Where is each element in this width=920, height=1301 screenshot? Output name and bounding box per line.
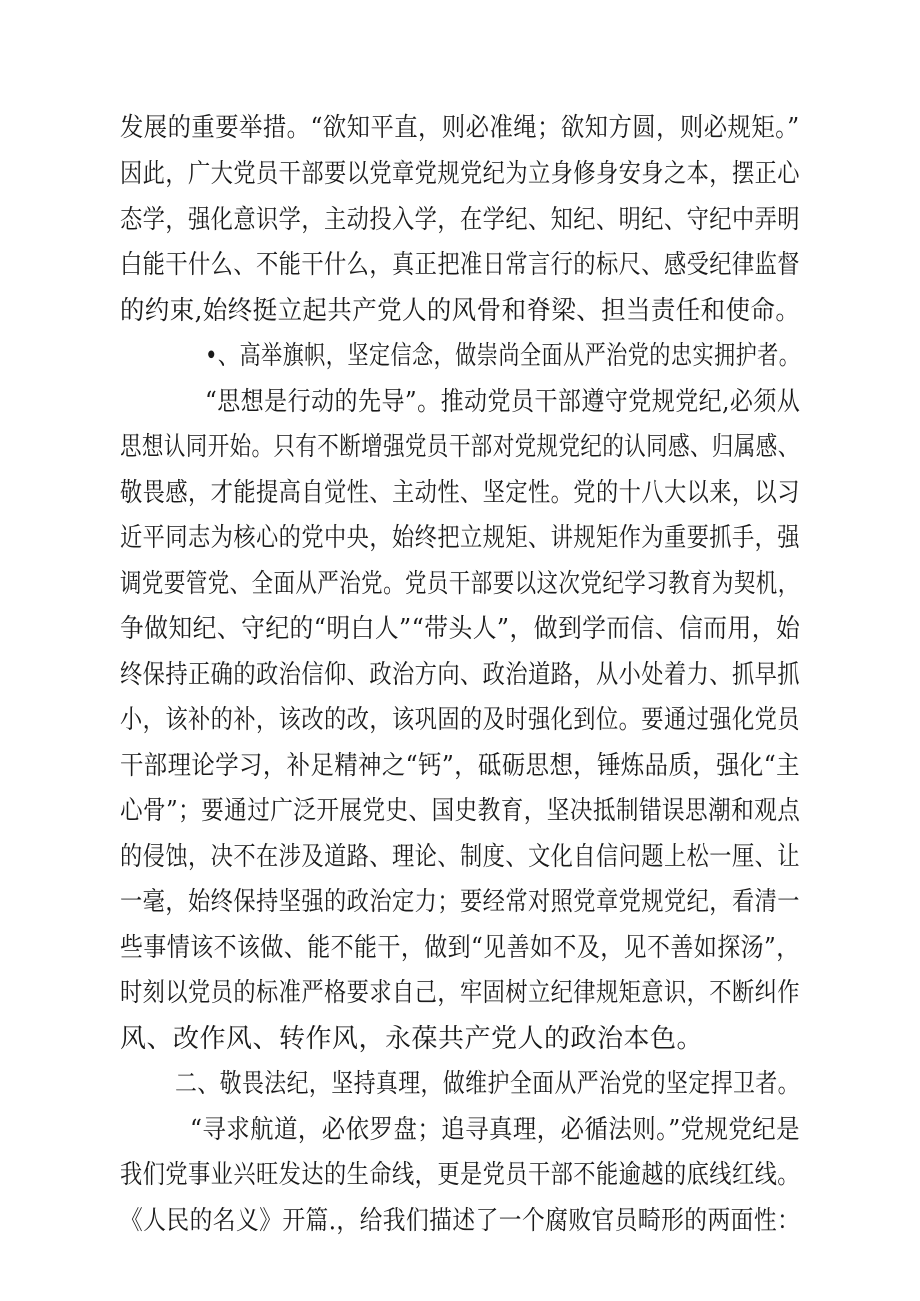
text-line: 一毫，始终保持坚强的政治定力；要经常对照党章党规党纪，看清一 [120,887,800,917]
text-line: 我们党事业兴旺发达的生命线，更是党员干部不能逾越的底线红线。 [120,1160,800,1190]
paragraph-start: “寻求航道，必依罗盘；追寻真理，必循法则。”党规党纪是 [190,1115,801,1145]
section-heading-2: 二、敬畏法纪，坚持真理，做维护全面从严治党的坚定捍卫者。 [175,1069,800,1099]
text-line: 发展的重要举措。“欲知平直，则必准绳；欲知方圆，则必规矩。” [120,113,800,143]
text-line: 争做知纪、守纪的“明白人”“带头人”，做到学而信、信而用，始 [120,614,801,644]
text-line: 白能干什么、不能干什么，真正把准日常言行的标尺、感受纪律监督 [120,250,800,280]
text-line: 风、改作风、转作风，永葆共产党人的政治本色。 [120,1024,704,1054]
text-line: 态学，强化意识学，主动投入学，在学纪、知纪、明纪、守纪中弄明 [120,205,800,235]
text-line: 近平同志为核心的党中央，始终把立规矩、讲规矩作为重要抓手，强 [120,523,800,553]
text-line: 时刻以党员的标准严格要求自己，牢固树立纪律规矩意识，不断纠作 [120,978,800,1008]
text-line: 些事情该不该做、能不能干，做到“见善如不及，见不善如探汤”， [120,933,800,963]
text-line: 的约束,始终挺立起共产党人的风骨和脊梁、担当责任和使命。 [120,296,801,326]
text-line: 调党要管党、全面从严治党。党员干部要以这次党纪学习教育为契机， [120,569,800,599]
text-line: 干部理论学习，补足精神之“钙”，砥砺思想，锤炼品质，强化“主 [120,751,800,781]
text-line: 《人民的名义》开篇.，给我们描述了一个腐败官员畸形的两面性： [120,1206,801,1236]
text-line: 终保持正确的政治信仰、政治方向、政治道路，从小处着力、抓早抓 [120,660,800,690]
paragraph-start: “思想是行动的先导”。推动党员干部遵守党规党纪,必须从 [205,387,801,417]
section-heading-1: •、高举旗帜，坚定信念，做崇尚全面从严治党的忠实拥护者。 [205,341,801,371]
text-line: 敬畏感，才能提高自觉性、主动性、坚定性。党的十八大以来，以习 [120,478,800,508]
text-line: 因此，广大党员干部要以党章党规党纪为立身修身安身之本，摆正心 [120,159,800,189]
text-line: 的侵蚀，决不在涉及道路、理论、制度、文化自信问题上松一厘、让 [120,842,800,872]
text-line: 思想认同开始。只有不断增强党员干部对党规党纪的认同感、归属感、 [120,432,800,462]
text-line: 心骨”；要通过广泛开展党史、国史教育，坚决抵制错误思潮和观点 [120,796,801,826]
text-line: 小，该补的补，该改的改，该巩固的及时强化到位。要通过强化党员 [120,705,800,735]
